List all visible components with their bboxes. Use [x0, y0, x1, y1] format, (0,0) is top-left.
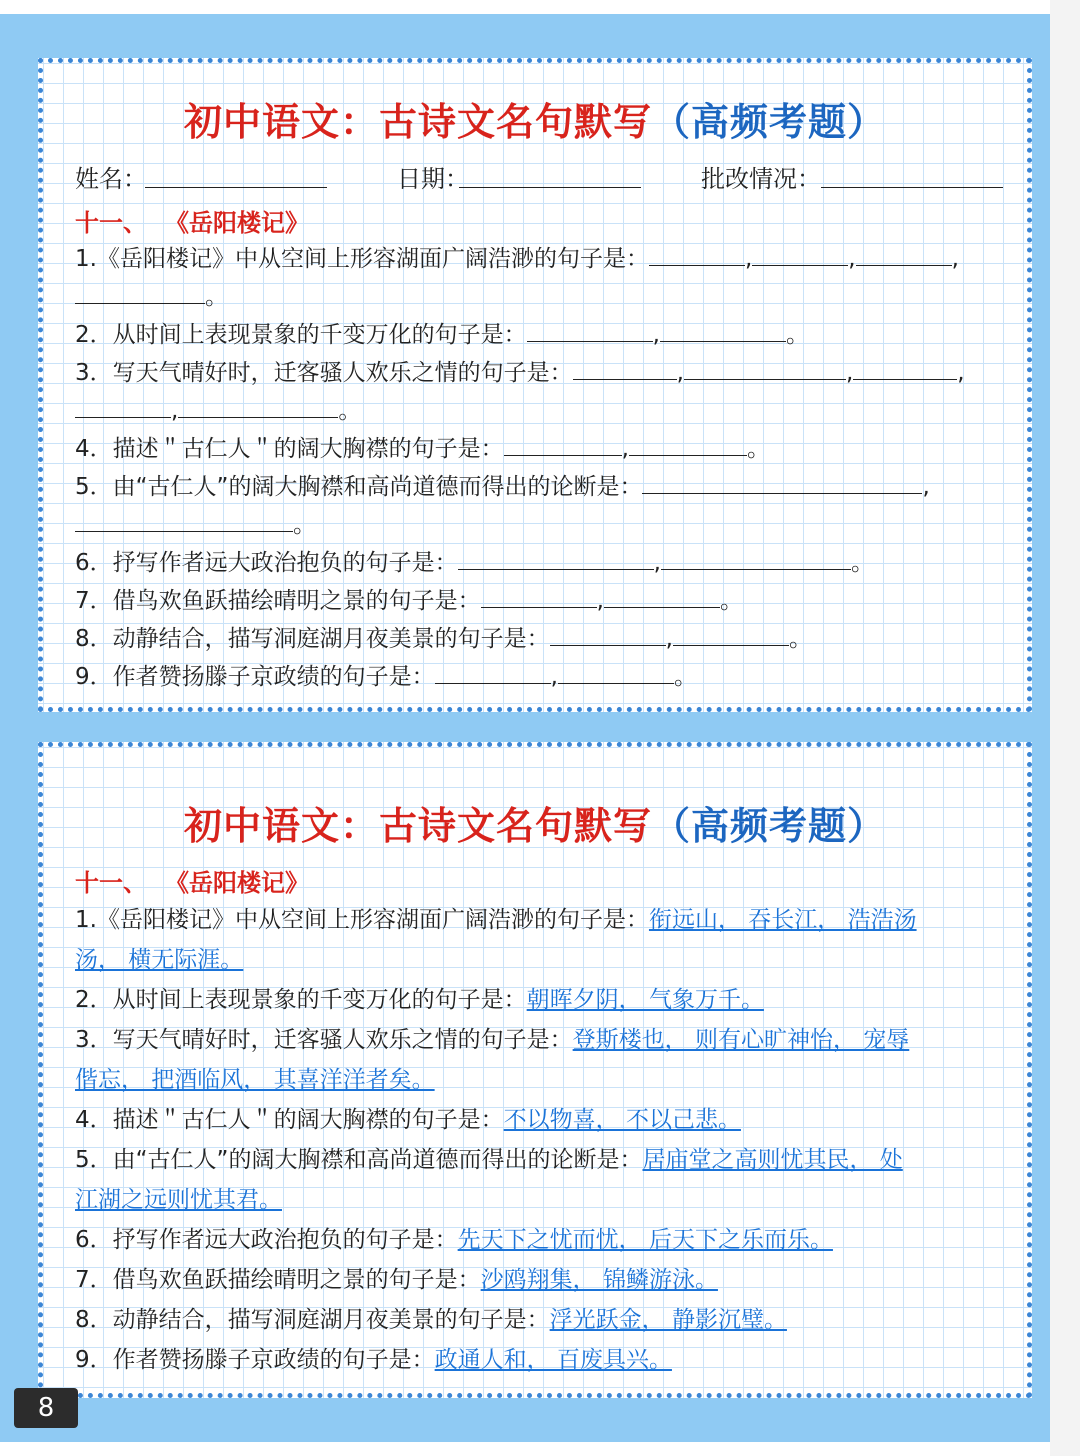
answer-blank[interactable] — [856, 239, 952, 266]
question-6: 6．抒写作者远大政治抱负的句子是： , 。 — [75, 543, 1005, 582]
answer-text: 偕忘， 把酒临风， 其喜洋洋者矣。 — [75, 1067, 435, 1093]
section-name: 《岳阳楼记》 — [177, 868, 309, 897]
section-heading — [75, 863, 309, 898]
date-field[interactable] — [459, 187, 641, 188]
question-text: 3．写天气晴好时，迁客骚人欢乐之情的句子是： — [75, 360, 573, 386]
answer-blank[interactable] — [75, 277, 205, 304]
title-paren: （高频考题） — [652, 803, 887, 848]
question-text: 4．描述＂古仁人＂的阔大胸襟的句子是： — [75, 1107, 504, 1133]
answer-blank[interactable] — [629, 429, 747, 456]
answer-text: 登斯楼也， 则有心旷神怡， 宠辱 — [572, 1027, 910, 1053]
answer-text: 不以物喜， 不以己悲。 — [503, 1107, 741, 1133]
answer-text: 浮光跃金， 静影沉璧。 — [549, 1307, 787, 1333]
question-5-cont: 。 — [75, 505, 1005, 544]
answer-blank[interactable] — [660, 315, 786, 342]
question-text: 2．从时间上表现景象的千变万化的句子是： — [75, 322, 527, 348]
question-text: 5．由“古仁人”的阔大胸襟和高尚道德而得出的论断是： — [75, 474, 643, 500]
grading-field[interactable] — [821, 187, 1003, 188]
question-3-cont: , 。 — [75, 391, 1005, 430]
answer-text: 居庙堂之高则忧其民， 处 — [642, 1147, 903, 1173]
question-text: 6．抒写作者远大政治抱负的句子是： — [75, 1227, 458, 1253]
answer-text: 先天下之忧而忧， 后天下之乐而乐。 — [457, 1227, 833, 1253]
question-text: 9．作者赞扬滕子京政绩的句子是： — [75, 664, 435, 690]
answer-blank[interactable] — [504, 429, 622, 456]
answer-6 — [75, 1221, 1005, 1259]
worksheet-title — [43, 91, 1027, 146]
answer-3 — [75, 1021, 1005, 1059]
answer-blank[interactable] — [684, 353, 846, 380]
question-8: 8．动静结合，描写洞庭湖月夜美景的句子是： , 。 — [75, 619, 1005, 658]
question-text: 8．动静结合，描写洞庭湖月夜美景的句子是： — [75, 626, 550, 652]
answer-5 — [75, 1141, 1005, 1179]
answer-blank[interactable] — [178, 391, 338, 418]
answer-blank[interactable] — [435, 657, 551, 684]
section-number: 十一、 — [75, 208, 147, 237]
question-text: 9．作者赞扬滕子京政绩的句子是： — [75, 1347, 435, 1373]
answer-blank[interactable] — [661, 543, 851, 570]
answer-3-cont — [75, 1061, 1005, 1099]
answer-blank[interactable] — [649, 239, 745, 266]
section-name: 《岳阳楼记》 — [177, 208, 309, 237]
answer-text: 朝晖夕阴， 气象万千。 — [526, 987, 764, 1013]
answer-text: 江湖之远则忧其君。 — [75, 1187, 282, 1213]
answer-blank[interactable] — [481, 581, 597, 608]
question-text: 1.《岳阳楼记》中从空间上形容湖面广阔浩渺的句子是： — [75, 907, 649, 933]
question-7: 7．借鸟欢鱼跃描绘晴明之景的句子是： , 。 — [75, 581, 1005, 620]
answer-blank[interactable] — [573, 353, 677, 380]
date-label: 日期： — [397, 165, 469, 193]
question-4: 4．描述＂古仁人＂的阔大胸襟的句子是： , 。 — [75, 429, 1005, 468]
answer-5-cont — [75, 1181, 1005, 1219]
answer-key-title — [43, 795, 1027, 850]
question-text: 3．写天气晴好时，迁客骚人欢乐之情的句子是： — [75, 1027, 573, 1053]
answer-text: 汤， 横无际涯。 — [75, 947, 244, 973]
answer-blank[interactable] — [853, 353, 957, 380]
worksheet-card — [38, 58, 1032, 712]
section-number: 十一、 — [75, 868, 147, 897]
question-text: 7．借鸟欢鱼跃描绘晴明之景的句子是： — [75, 588, 481, 614]
answer-8 — [75, 1301, 1005, 1339]
answer-blank[interactable] — [642, 467, 922, 494]
page-number-badge: 8 — [14, 1388, 78, 1428]
title-main: 初中语文：古诗文名句默写 — [183, 99, 652, 144]
answer-text: 政通人和， 百废具兴。 — [434, 1347, 672, 1373]
answer-blank[interactable] — [752, 239, 848, 266]
answer-2 — [75, 981, 1005, 1019]
question-text: 6．抒写作者远大政治抱负的句子是： — [75, 550, 458, 576]
grading-label: 批改情况： — [701, 165, 821, 193]
question-9: 9．作者赞扬滕子京政绩的句子是： , 。 — [75, 657, 1005, 696]
question-3: 3．写天气晴好时，迁客骚人欢乐之情的句子是： , , , — [75, 353, 1005, 392]
answer-text: 衔远山， 吞长江， 浩浩汤 — [648, 907, 917, 933]
answer-text: 沙鸥翔集， 锦鳞游泳。 — [480, 1267, 718, 1293]
answer-9 — [75, 1341, 1005, 1379]
title-paren: （高频考题） — [652, 99, 887, 144]
student-info-row — [75, 159, 999, 193]
question-text: 4．描述＂古仁人＂的阔大胸襟的句子是： — [75, 436, 504, 462]
question-text: 8．动静结合，描写洞庭湖月夜美景的句子是： — [75, 1307, 550, 1333]
answer-7 — [75, 1261, 1005, 1299]
name-field[interactable] — [145, 187, 327, 188]
answer-blank[interactable] — [527, 315, 653, 342]
right-margin — [1050, 0, 1080, 1456]
question-text: 1.《岳阳楼记》中从空间上形容湖面广阔浩渺的句子是： — [75, 246, 649, 272]
answer-blank[interactable] — [673, 619, 789, 646]
section-heading — [75, 203, 309, 238]
name-label: 姓名： — [75, 165, 147, 193]
answer-blank[interactable] — [458, 543, 654, 570]
answer-key-card — [38, 742, 1032, 1398]
question-1-cont: 。 — [75, 277, 1005, 316]
answer-blank[interactable] — [75, 505, 293, 532]
answer-blank[interactable] — [604, 581, 720, 608]
question-text: 5．由“古仁人”的阔大胸襟和高尚道德而得出的论断是： — [75, 1147, 643, 1173]
question-5: 5．由“古仁人”的阔大胸襟和高尚道德而得出的论断是： , — [75, 467, 1005, 506]
answer-4 — [75, 1101, 1005, 1139]
question-text: 7．借鸟欢鱼跃描绘晴明之景的句子是： — [75, 1267, 481, 1293]
question-2: 2．从时间上表现景象的千变万化的句子是： , 。 — [75, 315, 1005, 354]
question-1: 1.《岳阳楼记》中从空间上形容湖面广阔浩渺的句子是： , , , — [75, 239, 1005, 278]
answer-blank[interactable] — [558, 657, 674, 684]
question-text: 2．从时间上表现景象的千变万化的句子是： — [75, 987, 527, 1013]
title-main: 初中语文：古诗文名句默写 — [183, 803, 652, 848]
answer-blank[interactable] — [75, 391, 171, 418]
answer-1-cont — [75, 941, 1005, 979]
answer-1 — [75, 901, 1005, 939]
answer-blank[interactable] — [550, 619, 666, 646]
